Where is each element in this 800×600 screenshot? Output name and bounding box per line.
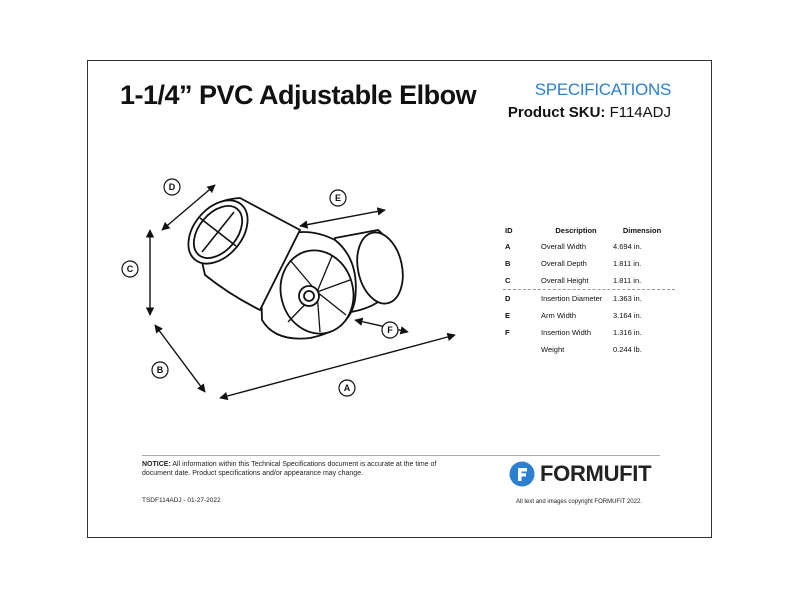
row-id: D xyxy=(505,294,511,303)
table-row xyxy=(505,324,673,341)
spec-table xyxy=(505,222,673,358)
table-row xyxy=(505,238,673,255)
notice-text: All information within this Technical Specifications document is accurate at the time of document date. Product specifications and/or appearance may change. xyxy=(142,461,437,477)
document-code: TSDF114ADJ - 01-27-2022 xyxy=(142,497,221,504)
formufit-logo-icon xyxy=(509,461,535,487)
table-row xyxy=(505,290,673,307)
header-dimension: Dimension xyxy=(622,225,662,235)
row-description: Arm Width xyxy=(541,311,577,320)
brand-name: FORMUFIT xyxy=(540,461,652,486)
table-row xyxy=(505,272,673,289)
callout-label-b: B xyxy=(156,365,164,375)
product-sku xyxy=(508,104,671,121)
row-id: F xyxy=(505,328,510,337)
row-description: Insertion Width xyxy=(541,328,592,337)
row-dimension: 3.164 in. xyxy=(613,311,642,320)
row-description: Overall Width xyxy=(541,242,587,251)
page-title: 1-1/4” PVC Adjustable Elbow xyxy=(120,80,477,110)
callout-label-f: F xyxy=(387,325,393,335)
copyright: All text and images copyright FORMUFIT 2022. xyxy=(516,499,642,505)
callout-label-d: D xyxy=(168,182,176,192)
specifications-heading: SPECIFICATIONS xyxy=(534,80,671,99)
callout-label-c: C xyxy=(126,264,134,274)
notice-label: NOTICE: xyxy=(142,461,171,468)
row-dimension: 1.363 in. xyxy=(613,294,642,303)
row-dimension: 1.811 in. xyxy=(613,276,642,285)
header-description: Description xyxy=(555,225,597,235)
spec-table-header xyxy=(505,222,673,238)
row-description: Weight xyxy=(541,345,565,354)
notice xyxy=(142,460,462,478)
footer-divider xyxy=(142,455,660,456)
callout-label-a: A xyxy=(343,383,351,393)
dim-line-b xyxy=(155,325,205,392)
dim-line-e xyxy=(300,210,385,226)
row-dimension: 1.811 in. xyxy=(613,259,642,268)
row-id: B xyxy=(505,259,511,268)
product-drawing xyxy=(110,160,490,410)
row-dimension: 4.694 in. xyxy=(613,242,642,251)
table-row xyxy=(505,341,673,358)
row-description: Overall Depth xyxy=(541,259,587,268)
table-row xyxy=(505,255,673,272)
table-row xyxy=(505,307,673,324)
sku-label: Product SKU: xyxy=(507,104,606,121)
row-dimension: 1.316 in. xyxy=(613,328,642,337)
brand-logo xyxy=(509,461,651,487)
row-description: Overall Height xyxy=(541,276,589,285)
row-dimension: 0.244 lb. xyxy=(613,345,642,354)
row-id: A xyxy=(505,242,511,251)
callout-label-e: E xyxy=(334,193,342,203)
dim-line-a xyxy=(220,335,455,398)
row-id: E xyxy=(505,311,511,320)
sku-value: F114ADJ xyxy=(609,104,671,121)
header-id: ID xyxy=(505,225,513,235)
row-description: Insertion Diameter xyxy=(541,294,603,303)
row-id: C xyxy=(505,276,511,285)
